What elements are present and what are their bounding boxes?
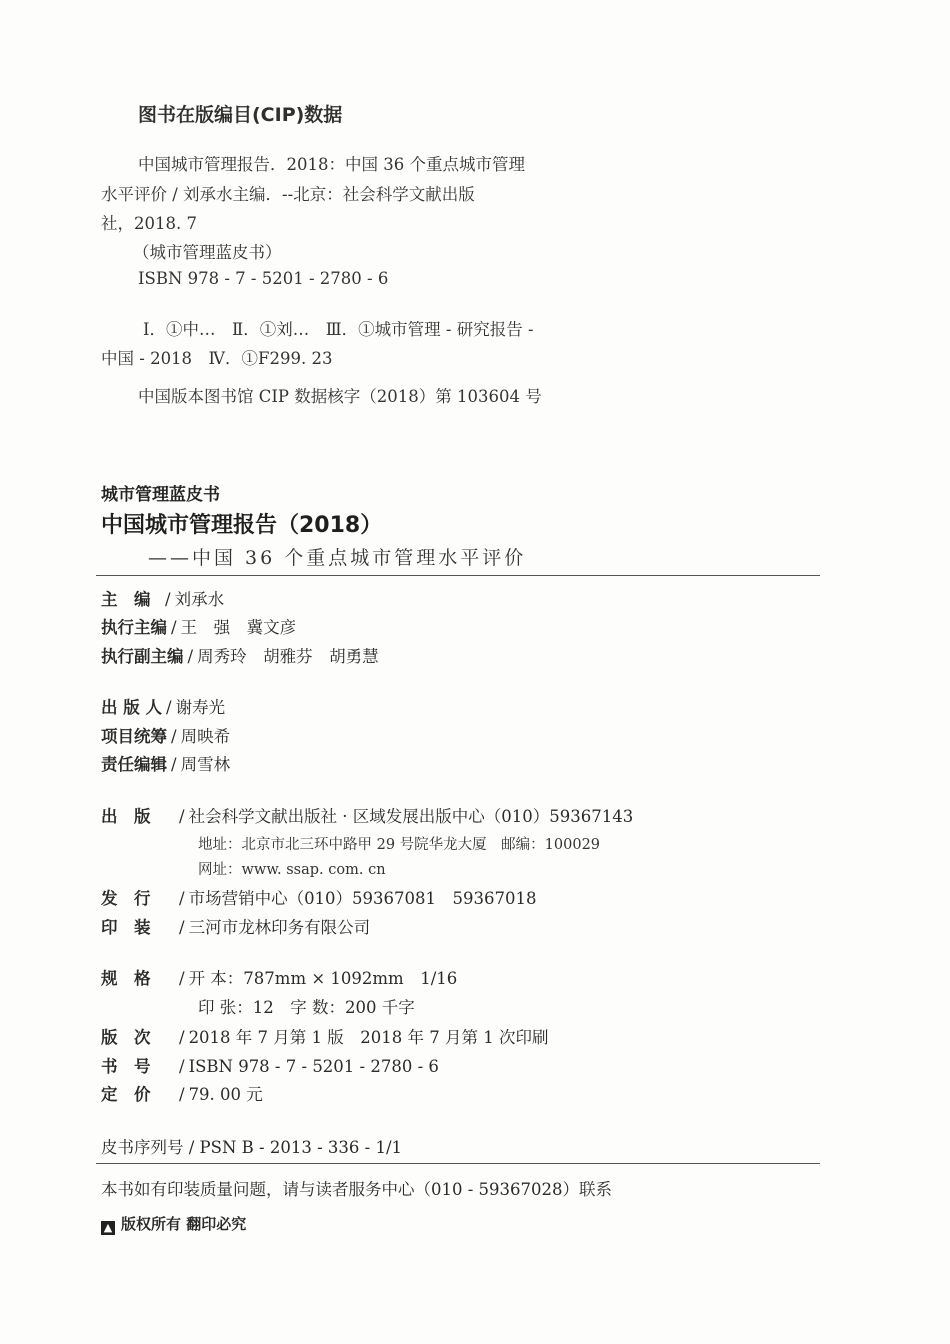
cip-heading: 图书在版编目(CIP)数据 <box>138 104 343 126</box>
series-number: 皮书序列号 / PSN B - 2013 - 336 - 1/1 <box>101 1138 402 1157</box>
book-subtitle: ——中国 36 个重点城市管理水平评价 <box>148 547 527 569</box>
isbn-row: 书 号 / ISBN 978 - 7 - 5201 - 2780 - 6 <box>101 1053 439 1077</box>
rights-row <box>101 1213 246 1235</box>
exec-editor-value: 王 强 冀文彦 <box>180 618 297 637</box>
distribution-label: 发 行 <box>101 889 151 908</box>
coordinator-row: 项目统筹 / 周映希 <box>101 723 230 747</box>
cip-line-8: 中国版本图书馆 CIP 数据核字（2018）第 103604 号 <box>138 387 542 406</box>
cip-line-7: 中国 - 2018 Ⅳ．①F299. 23 <box>101 349 333 368</box>
deputy-editor-value: 周秀玲 胡雅芬 胡勇慧 <box>197 647 379 666</box>
edition-value: 2018 年 7 月第 1 版 2018 年 7 月第 1 次印刷 <box>188 1028 549 1047</box>
price-label: 定 价 <box>101 1085 151 1104</box>
publisher-value: 社会科学文献出版社 · 区域发展出版中心（010）59367143 <box>188 807 634 826</box>
cip-line-6: Ⅰ．①中… Ⅱ．①刘… Ⅲ．①城市管理 - 研究报告 - <box>143 320 534 339</box>
sheets-value: 印 张：12 字 数：200 千字 <box>198 998 415 1017</box>
series-label: 城市管理蓝皮书 <box>101 485 220 505</box>
publisher-person-label: 出 版 人 <box>101 698 162 717</box>
publisher-person-value: 谢寿光 <box>175 698 226 717</box>
book-title: 中国城市管理报告（2018） <box>101 513 383 538</box>
format-label: 规 格 <box>101 969 151 988</box>
cip-line-3: 社，2018. 7 <box>101 214 197 233</box>
distribution-row: 发 行 / 市场营销中心（010）59367081 59367018 <box>101 885 537 909</box>
edition-row: 版 次 / 2018 年 7 月第 1 版 2018 年 7 月第 1 次印刷 <box>101 1024 549 1048</box>
exec-editor-row: 执行主编 / 王 强 冀文彦 <box>101 614 296 638</box>
responsible-editor-label: 责任编辑 <box>101 755 167 774</box>
publisher-website: 网址：www. ssap. com. cn <box>198 862 386 878</box>
isbn-label: 书 号 <box>101 1057 151 1076</box>
cip-line-4: （城市管理蓝皮书） <box>133 243 282 262</box>
exec-editor-label: 执行主编 <box>101 618 167 637</box>
printing-label: 印 装 <box>101 918 151 937</box>
editor-row: 主 编 / 刘承水 <box>101 586 224 610</box>
deputy-editor-row: 执行副主编 / 周秀玲 胡雅芬 胡勇慧 <box>101 643 379 667</box>
format-row: 规 格 / 开 本：787mm × 1092mm 1/16 <box>101 965 457 989</box>
distribution-value: 市场营销中心（010）59367081 59367018 <box>188 889 537 908</box>
deputy-editor-label: 执行副主编 <box>101 647 184 666</box>
price-row: 定 价 / 79. 00 元 <box>101 1081 263 1105</box>
format-value: 开 本：787mm × 1092mm 1/16 <box>188 969 458 988</box>
responsible-editor-row: 责任编辑 / 周雪林 <box>101 751 230 775</box>
editor-value: 刘承水 <box>174 590 225 609</box>
editor-label: 主 编 <box>101 590 151 609</box>
isbn-value: ISBN 978 - 7 - 5201 - 2780 - 6 <box>188 1057 439 1076</box>
quality-notice: 本书如有印装质量问题，请与读者服务中心（010 - 59367028）联系 <box>101 1180 613 1199</box>
responsible-editor-value: 周雪林 <box>180 755 231 774</box>
coordinator-value: 周映希 <box>180 727 231 746</box>
edition-label: 版 次 <box>101 1028 151 1047</box>
cip-line-2: 水平评价 / 刘承水主编．--北京：社会科学文献出版 <box>101 185 475 204</box>
publisher-label: 出 版 <box>101 807 151 826</box>
rights-text: 版权所有 翻印必究 <box>121 1215 247 1233</box>
price-value: 79. 00 元 <box>188 1085 263 1104</box>
cip-line-5: ISBN 978 - 7 - 5201 - 2780 - 6 <box>138 269 389 288</box>
publisher-row: 出 版 / 社会科学文献出版社 · 区域发展出版中心（010）59367143 <box>101 803 633 827</box>
printing-value: 三河市龙林印务有限公司 <box>188 918 371 937</box>
publisher-address: 地址：北京市北三环中路甲 29 号院华龙大厦 邮编：100029 <box>198 837 601 853</box>
footer-divider <box>96 1163 820 1164</box>
publisher-person-row: 出 版 人 / 谢寿光 <box>101 694 225 718</box>
publisher-logo-icon: ▲ <box>101 1221 115 1235</box>
title-divider <box>96 575 820 576</box>
coordinator-label: 项目统筹 <box>101 727 167 746</box>
cip-line-1: 中国城市管理报告．2018：中国 36 个重点城市管理 <box>138 155 525 174</box>
printing-row: 印 装 / 三河市龙林印务有限公司 <box>101 914 370 938</box>
